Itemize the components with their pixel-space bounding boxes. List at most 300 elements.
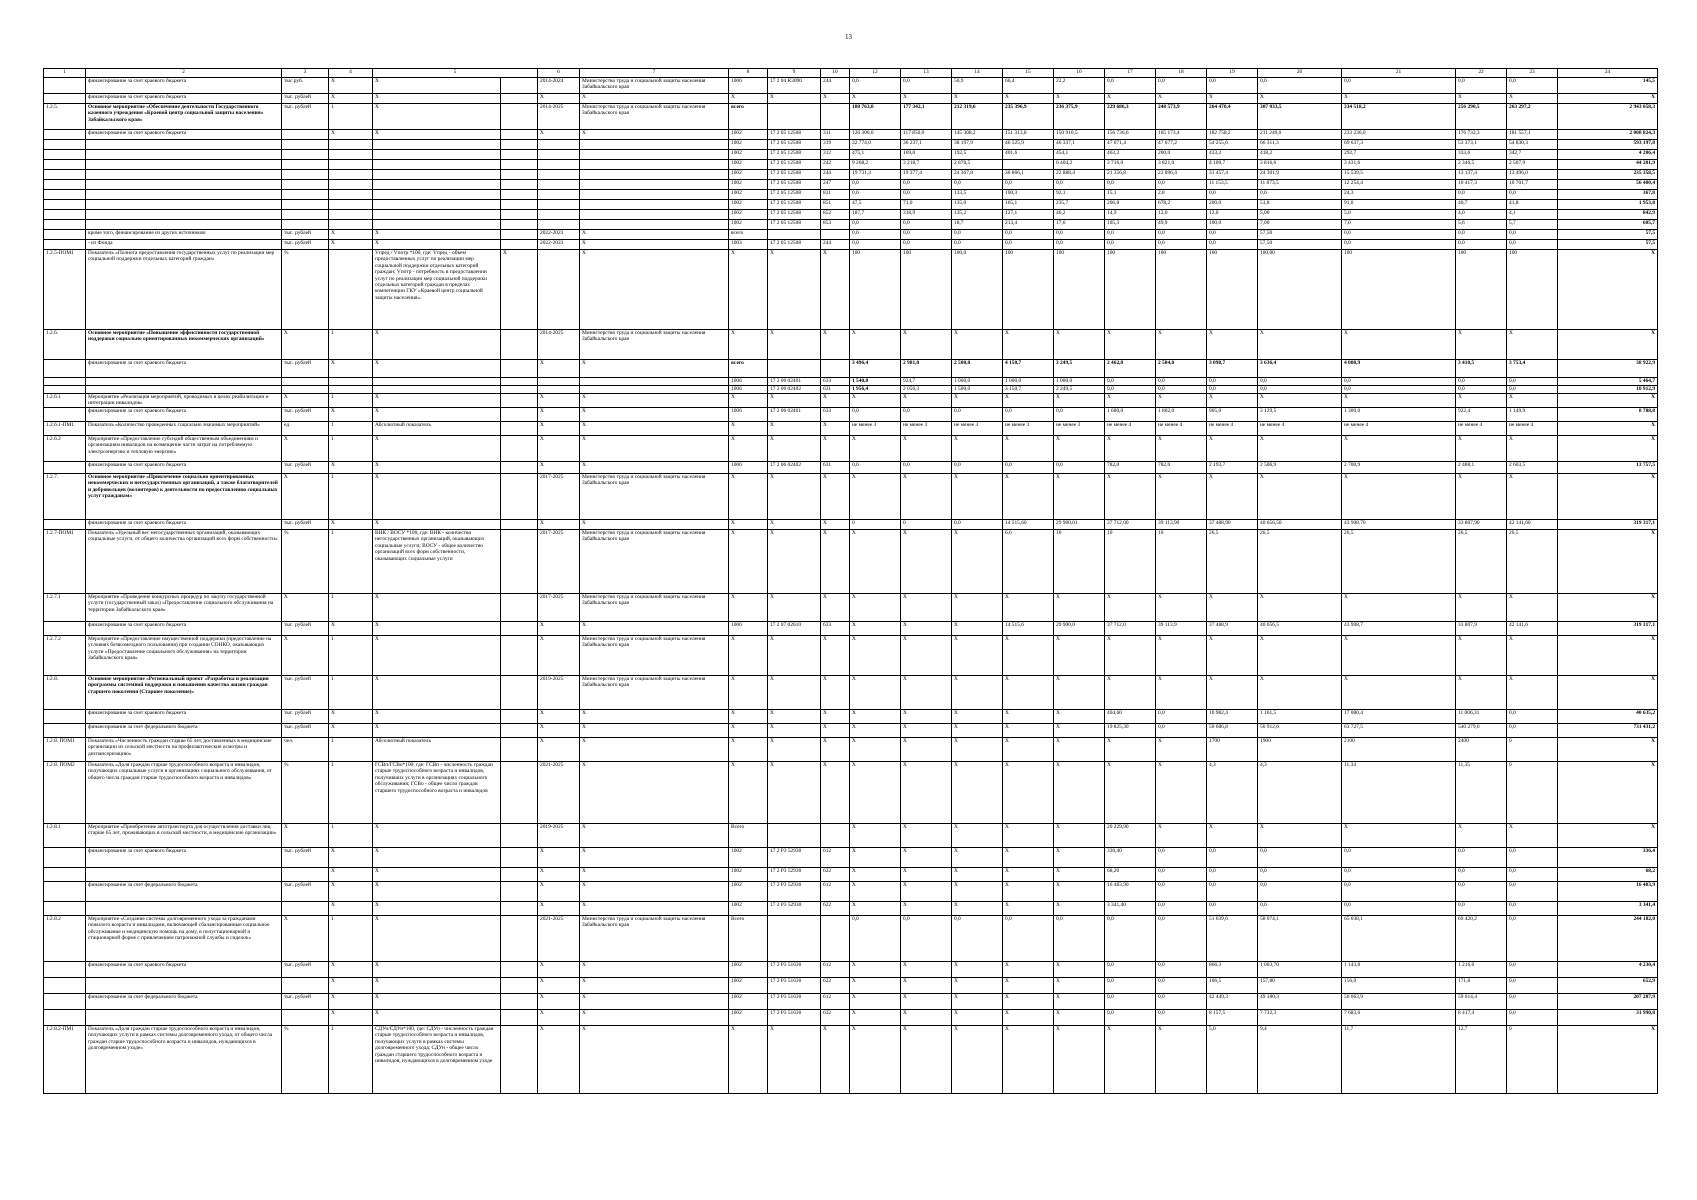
table-cell: 171,8 <box>1456 978 1507 994</box>
table-cell: X <box>901 978 952 994</box>
table-cell: X <box>1105 1026 1156 1094</box>
table-cell: X <box>1105 636 1156 676</box>
table-cell: X <box>373 104 501 130</box>
table-cell: 100,3 <box>1003 190 1054 200</box>
table-cell: X <box>901 1026 952 1094</box>
table-cell: X <box>373 594 501 622</box>
table-cell: X <box>1003 710 1054 724</box>
table-cell: X <box>1207 824 1258 848</box>
table-row <box>44 330 1658 360</box>
table-cell: X <box>729 520 768 530</box>
table-cell: 2100 <box>1342 738 1456 762</box>
table-cell: 1002 <box>729 130 768 140</box>
table-cell: 0,0 <box>1054 462 1105 474</box>
table-cell: 157,80 <box>1258 978 1342 994</box>
table-cell: X <box>1258 594 1342 622</box>
table-cell <box>44 520 86 530</box>
table-cell: 4,0 <box>1456 210 1507 220</box>
table-cell: X <box>538 1026 580 1094</box>
table-cell: X <box>373 710 501 724</box>
table-cell: 14,9 <box>1105 210 1156 220</box>
table-cell: X <box>821 676 850 710</box>
table-cell: X <box>1003 594 1054 622</box>
table-cell: 17 2 05 12508 <box>768 130 821 140</box>
table-cell <box>329 160 373 170</box>
table-cell: X <box>580 994 729 1010</box>
table-cell: 0,0 <box>1258 868 1342 882</box>
table-cell: 1 <box>329 594 373 622</box>
table-cell: 105,3 <box>1105 220 1156 230</box>
table-cell: 731 431,2 <box>1558 724 1658 738</box>
table-cell: 3 821,0 <box>1156 160 1207 170</box>
table-cell: X <box>1558 250 1658 330</box>
table-cell: X <box>1258 636 1342 676</box>
table-cell: X <box>850 530 901 594</box>
table-cell: 3 129,5 <box>1258 408 1342 422</box>
table-cell <box>44 170 86 180</box>
table-cell: 100 <box>1456 250 1507 330</box>
table-cell: 17 080,4 <box>1342 710 1456 724</box>
table-cell <box>282 868 329 882</box>
table-cell: X <box>538 710 580 724</box>
table-cell: X <box>850 762 901 824</box>
table-cell: X <box>1054 436 1105 462</box>
table-cell: 57,5 <box>1558 240 1658 250</box>
table-cell <box>501 230 538 240</box>
table-cell: 0,0 <box>1207 230 1258 240</box>
table-cell: X <box>1003 394 1054 408</box>
table-cell: 7 732,3 <box>1258 1010 1342 1026</box>
table-cell: 68,20 <box>1105 868 1156 882</box>
table-cell: X <box>1456 330 1507 360</box>
table-cell: 2 870,5 <box>952 160 1003 170</box>
table-cell: 0,0 <box>1054 916 1105 962</box>
table-cell: 0,0 <box>1003 230 1054 240</box>
table-cell: 852 <box>821 210 850 220</box>
table-cell: X <box>329 724 373 738</box>
table-cell: X <box>850 824 901 848</box>
table-cell <box>821 824 850 848</box>
table-cell: не менее 4 <box>1342 422 1456 436</box>
table-cell: 0,0 <box>1105 916 1156 962</box>
table-cell <box>44 994 86 1010</box>
table-cell: Министерство труда и социальной защиты населения Забайкальского края <box>580 330 729 360</box>
table-cell: 229 686,3 <box>1105 104 1156 130</box>
table-cell: X <box>850 1010 901 1026</box>
table-cell: X <box>1003 94 1054 104</box>
table-row <box>44 724 1658 738</box>
table-cell <box>501 170 538 180</box>
table-cell: 0,0 <box>901 180 952 190</box>
table-cell: X <box>373 824 501 848</box>
table-cell: 37 712,00 <box>1105 520 1156 530</box>
table-cell <box>501 978 538 994</box>
table-cell: 1 802,0 <box>1156 408 1207 422</box>
table-cell <box>501 150 538 160</box>
table-cell <box>44 140 86 150</box>
table-cell: 1006 <box>729 386 768 394</box>
table-cell: X <box>952 994 1003 1010</box>
table-cell: X <box>282 474 329 520</box>
table-cell: 0,0 <box>1156 710 1207 724</box>
table-cell: 31 457,4 <box>1207 170 1258 180</box>
table-cell <box>501 962 538 978</box>
table-cell: 16 483,9 <box>1558 882 1658 902</box>
table-cell: 1002 <box>729 160 768 170</box>
table-cell: тыс. рублей <box>282 408 329 422</box>
table-cell <box>821 104 850 130</box>
table-cell <box>538 220 580 230</box>
table-cell: 0,0 <box>1207 882 1258 902</box>
table-cell <box>282 190 329 200</box>
table-cell: 47,5 <box>850 200 901 210</box>
table-cell: X <box>1054 868 1105 882</box>
table-cell: 0,0 <box>1507 724 1558 738</box>
table-cell: X <box>1342 330 1456 360</box>
table-cell <box>501 530 538 594</box>
table-cell: 342,7 <box>1507 150 1558 160</box>
table-cell: Показатель «Численность граждан старше 65 лет, доставленных в медицинские организации из сельской местности на профилактические осмотры и диспансеризацию» <box>86 738 282 762</box>
table-cell: X <box>1558 594 1658 622</box>
table-cell: 1.2.7-ПОМ1 <box>44 530 86 594</box>
table-cell: 0,0 <box>1105 994 1156 1010</box>
column-number-cell: 7 <box>580 69 729 78</box>
table-cell: 0,0 <box>1507 1010 1558 1026</box>
table-cell: X <box>1456 436 1507 462</box>
column-number-cell: 21 <box>1342 69 1456 78</box>
table-cell: 1002 <box>729 200 768 210</box>
table-cell: X <box>538 636 580 676</box>
table-cell: X <box>901 474 952 520</box>
table-cell: Министерство труда и социальной защиты населения Забайкальского края <box>580 78 729 94</box>
table-cell <box>44 130 86 140</box>
table-cell <box>501 130 538 140</box>
table-cell <box>44 210 86 220</box>
column-number-cell: 8 <box>729 69 768 78</box>
table-cell: 242 <box>821 160 850 170</box>
table-row <box>44 710 1658 724</box>
table-cell <box>580 180 729 190</box>
table-cell: X <box>1342 594 1456 622</box>
table-cell: 633 <box>821 622 850 636</box>
table-cell: X <box>580 824 729 848</box>
table-cell: Министерство труда и социальной защиты населения Забайкальского края <box>580 594 729 622</box>
table-cell <box>501 738 538 762</box>
table-cell: X <box>1003 882 1054 902</box>
table-cell: X <box>329 622 373 636</box>
table-cell: 0,0 <box>1105 78 1156 94</box>
table-cell: % <box>282 1026 329 1094</box>
program-financing-table <box>43 68 1658 1094</box>
table-cell: X <box>1054 724 1105 738</box>
table-cell: финансирование за счет краевого бюджета <box>86 520 282 530</box>
table-cell: 0,0 <box>1003 462 1054 474</box>
column-number-cell: 15 <box>1003 69 1054 78</box>
table-cell <box>580 200 729 210</box>
table-cell: 1006 <box>729 78 768 94</box>
table-cell: X <box>329 94 373 104</box>
table-cell: 2014-2024 <box>538 78 580 94</box>
table-cell <box>768 824 821 848</box>
table-cell: 16 483,90 <box>1105 882 1156 902</box>
table-cell: ед. <box>282 422 329 436</box>
table-cell: X <box>1156 738 1207 762</box>
table-cell <box>44 902 86 916</box>
table-cell <box>538 386 580 394</box>
table-cell: 0,0 <box>1456 386 1507 394</box>
table-cell: 0,0 <box>850 240 901 250</box>
table-cell: X <box>580 520 729 530</box>
table-row <box>44 994 1658 1010</box>
table-row <box>44 422 1658 436</box>
table-cell: X <box>1558 676 1658 710</box>
table-cell: 632 <box>821 1010 850 1026</box>
table-cell: X <box>282 636 329 676</box>
table-cell: X <box>821 710 850 724</box>
table-cell: X <box>1342 94 1456 104</box>
table-cell: 1.2.7. <box>44 474 86 520</box>
table-cell: X <box>580 462 729 474</box>
table-cell: 5,00 <box>1258 210 1342 220</box>
table-cell: X <box>1558 636 1658 676</box>
table-cell: тыс. рублей <box>282 230 329 240</box>
table-cell: X <box>1054 978 1105 994</box>
table-cell: X <box>850 868 901 882</box>
table-cell: X <box>373 1010 501 1026</box>
table-cell <box>86 386 282 394</box>
table-cell: X <box>538 436 580 462</box>
table-cell: Министерство труда и социальной защиты населения Забайкальского края <box>580 530 729 594</box>
table-cell: 47 071,4 <box>1105 140 1156 150</box>
table-cell: X <box>580 230 729 240</box>
table-cell: 181 557,1 <box>1507 130 1558 140</box>
table-cell: 1.2.8.2 <box>44 916 86 962</box>
table-cell <box>373 378 501 386</box>
table-cell: X <box>1456 676 1507 710</box>
table-cell: X <box>821 330 850 360</box>
table-cell: Мероприятие «Приобретение автотранспорта для осуществления доставки лиц старше 65 лет, проживающих в сельской местности, в медицинские организации» <box>86 824 282 848</box>
table-cell: 593 197,8 <box>1558 140 1658 150</box>
table-cell: X <box>1054 962 1105 978</box>
program-table-sheet <box>43 68 1657 1094</box>
table-cell: X <box>373 78 501 94</box>
table-row <box>44 94 1658 104</box>
table-cell: X <box>1156 594 1207 622</box>
table-cell: X <box>373 230 501 240</box>
table-cell: 36 866,1 <box>1003 170 1054 180</box>
table-cell: X <box>729 594 768 622</box>
table-cell: X <box>1258 474 1342 520</box>
table-cell <box>282 150 329 160</box>
table-cell: X <box>901 882 952 902</box>
table-cell: 0,0 <box>1342 882 1456 902</box>
table-cell <box>44 180 86 190</box>
table-cell: 11,7 <box>1342 1026 1456 1094</box>
table-cell: 454,1 <box>1054 150 1105 160</box>
table-cell <box>86 140 282 150</box>
table-cell: 100 <box>1207 250 1258 330</box>
table-cell: 0,0 <box>1258 190 1342 200</box>
table-cell <box>329 220 373 230</box>
table-cell: X <box>580 130 729 140</box>
table-cell: 1.2.7.2 <box>44 636 86 676</box>
table-cell: 188 763,8 <box>850 104 901 130</box>
table-cell: X <box>580 250 729 330</box>
table-cell: X <box>952 1010 1003 1026</box>
table-cell: 0,0 <box>1105 386 1156 394</box>
table-cell: тыс. рублей <box>282 994 329 1010</box>
table-cell <box>501 422 538 436</box>
table-cell: Всего <box>729 824 768 848</box>
table-cell: 5,6 <box>1456 220 1507 230</box>
table-cell: 18,7 <box>952 220 1003 230</box>
table-cell: 213,4 <box>1003 220 1054 230</box>
table-cell: 1.2.5-ПОМ1 <box>44 250 86 330</box>
table-cell: 37 488,9 <box>1207 622 1258 636</box>
table-cell: X <box>952 436 1003 462</box>
table-cell: Показатель «Доля граждан старше трудоспособного возраста и инвалидов, получающих социальные услуги в организациях социального обслуживания, от общего числа граждан старше трудоспособного возраста и инвалидов» <box>86 762 282 824</box>
table-cell: X <box>901 868 952 882</box>
table-cell: 19 731,3 <box>850 170 901 180</box>
table-cell: X <box>580 422 729 436</box>
table-cell: тыс. рублей <box>282 710 329 724</box>
table-cell <box>373 180 501 190</box>
table-cell: 1 <box>329 330 373 360</box>
table-cell: 0,0 <box>1207 902 1258 916</box>
table-cell: 631 <box>821 462 850 474</box>
table-cell: X <box>901 762 952 824</box>
table-cell: тыс. рублей <box>282 94 329 104</box>
table-cell: X <box>1342 676 1456 710</box>
table-cell <box>538 160 580 170</box>
table-cell: 38 922,9 <box>1558 360 1658 378</box>
table-cell <box>501 94 538 104</box>
table-cell: 0,0 <box>1507 240 1558 250</box>
table-cell: 311 <box>821 130 850 140</box>
table-cell: X <box>1507 436 1558 462</box>
table-cell: 17,6 <box>1054 220 1105 230</box>
table-cell: 5,7 <box>1507 220 1558 230</box>
table-cell: X <box>538 94 580 104</box>
table-cell: 17 2 06 02402 <box>768 462 821 474</box>
table-cell: X <box>373 902 501 916</box>
table-cell: X <box>1105 394 1156 408</box>
table-cell: 319 317,1 <box>1558 622 1658 636</box>
table-cell <box>501 160 538 170</box>
table-cell: 247 <box>821 180 850 190</box>
table-cell: 2 462,0 <box>1105 360 1156 378</box>
table-cell <box>501 824 538 848</box>
table-cell: X <box>901 622 952 636</box>
table-cell: 0,0 <box>901 190 952 200</box>
table-cell: 0,0 <box>1342 78 1456 94</box>
table-cell: 367,8 <box>1558 190 1658 200</box>
table-cell: 17 2 P3 52930 <box>768 848 821 868</box>
table-cell: СДУп/СДУн*100, где: СДУп - численность граждан старше трудоспособного возраста и инвалидов, получающих услуги в рамках системы долговременного ухода; СДУн - общее число граждан старшего трудоспособного возраста и инвалидов, нуждающихся в долговременном уходе <box>373 1026 501 1094</box>
table-cell <box>501 78 538 94</box>
table-cell: 47 677,2 <box>1156 140 1207 150</box>
table-cell: X <box>580 902 729 916</box>
table-cell: X <box>1003 868 1054 882</box>
table-row <box>44 200 1658 210</box>
table-row <box>44 738 1658 762</box>
table-cell: 12,0 <box>1156 210 1207 220</box>
table-cell: 1 149,9 <box>1507 408 1558 422</box>
table-cell <box>329 378 373 386</box>
table-cell: X <box>1558 738 1658 762</box>
table-cell: Основное мероприятие «Региональный проект «Разработка и реализация программы системной поддержки и повышения качества жизни граждан старшего поколения (Старшее поколение)» <box>86 676 282 710</box>
table-row <box>44 902 1658 916</box>
table-cell: 3 753,4 <box>1507 360 1558 378</box>
table-cell: X <box>729 710 768 724</box>
table-cell: X <box>952 710 1003 724</box>
table-cell: 0,0 <box>1507 916 1558 962</box>
table-cell: 3 816,6 <box>1258 160 1342 170</box>
table-cell <box>538 210 580 220</box>
table-cell: 782,0 <box>1105 462 1156 474</box>
table-cell: X <box>729 394 768 408</box>
table-cell: 207 287,9 <box>1558 994 1658 1010</box>
table-cell: 1002 <box>729 140 768 150</box>
table-cell: 40 656,5 <box>1258 622 1342 636</box>
table-cell <box>501 594 538 622</box>
table-row <box>44 530 1658 594</box>
table-cell: 51 639,6 <box>1207 916 1258 962</box>
table-cell: X <box>1054 474 1105 520</box>
table-cell: X <box>1507 676 1558 710</box>
table-cell: X <box>580 882 729 902</box>
table-cell <box>501 408 538 422</box>
table-cell: 2 506,9 <box>1258 462 1342 474</box>
table-cell: X <box>1507 824 1558 848</box>
table-cell: 1.2.8.2-ПМ1 <box>44 1026 86 1094</box>
table-cell: 1 000,0 <box>1054 378 1105 386</box>
table-cell: 0,0 <box>850 230 901 240</box>
table-cell: 100,00 <box>1258 250 1342 330</box>
table-row <box>44 916 1658 962</box>
table-cell: 292,7 <box>1342 150 1456 160</box>
table-cell: X <box>1558 394 1658 408</box>
table-cell: X <box>1207 394 1258 408</box>
table-cell <box>282 160 329 170</box>
table-cell: 117 850,0 <box>901 130 952 140</box>
table-cell: 0,0 <box>1258 78 1342 94</box>
table-cell: 17 2 05 12508 <box>768 160 821 170</box>
table-cell: X <box>1003 330 1054 360</box>
table-cell: 169,0 <box>901 150 952 160</box>
table-cell: 17 2 P3 52930 <box>768 902 821 916</box>
table-cell: 53 373,1 <box>1456 140 1507 150</box>
table-cell: 0,0 <box>1003 916 1054 962</box>
table-cell <box>44 462 86 474</box>
table-cell: X <box>329 882 373 902</box>
table-cell: X <box>901 1010 952 1026</box>
table-cell: финансирование за счет краевого бюджета <box>86 360 282 378</box>
table-cell: 0,0 <box>1156 902 1207 916</box>
table-cell: не менее 3 <box>850 422 901 436</box>
table-cell: % <box>282 762 329 824</box>
table-cell: X <box>1054 882 1105 902</box>
table-cell: 40 656,50 <box>1258 520 1342 530</box>
table-cell: 17 2 06 02401 <box>768 378 821 386</box>
table-cell: 10 912,9 <box>1558 386 1658 394</box>
table-cell: 1.2.6.1-ПМ1 <box>44 422 86 436</box>
table-cell: X <box>1003 738 1054 762</box>
table-row <box>44 636 1658 676</box>
table-cell: X <box>538 902 580 916</box>
table-cell: X <box>729 330 768 360</box>
table-cell: 0,0 <box>901 408 952 422</box>
